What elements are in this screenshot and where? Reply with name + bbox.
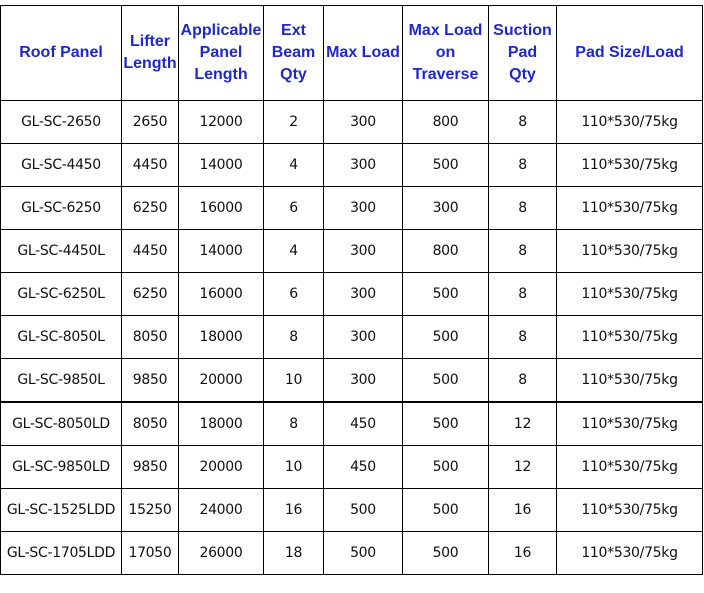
table-cell: 500: [403, 359, 489, 403]
header-line: Pad Size/Load: [575, 44, 684, 61]
col-header-roof-panel: [1, 6, 122, 101]
table-cell: 18000: [179, 402, 264, 446]
table-cell: 4450: [122, 230, 179, 273]
header-line: Ext: [281, 22, 306, 39]
header-line: Panel: [199, 44, 243, 61]
table-cell: 110*530/75kg: [557, 230, 703, 273]
table-cell: 500: [403, 144, 489, 187]
col-header-ext-beam-qty: [264, 6, 324, 101]
table-cell: GL-SC-4450L: [1, 230, 122, 273]
table-row: [1, 316, 703, 359]
table-cell: 110*530/75kg: [557, 316, 703, 359]
col-header-applicable-panel-length: [179, 6, 264, 101]
table-cell: 2650: [122, 101, 179, 144]
table-cell: 14000: [179, 230, 264, 273]
table-cell: 450: [324, 402, 403, 446]
table-row: [1, 359, 703, 403]
table-row: [1, 101, 703, 144]
table-cell: 500: [403, 402, 489, 446]
table-cell: 16: [264, 489, 324, 532]
table-cell: 6250: [122, 187, 179, 230]
table-cell: GL-SC-1525LDD: [1, 489, 122, 532]
table-cell: 16: [489, 532, 557, 575]
table-cell: GL-SC-4450: [1, 144, 122, 187]
table-body: [1, 101, 703, 575]
table-cell: 16000: [179, 187, 264, 230]
table-cell: 800: [403, 101, 489, 144]
table-cell: 16: [489, 489, 557, 532]
col-header-pad-size-load: [557, 6, 703, 101]
table-cell: 9850: [122, 359, 179, 403]
col-header-max-load-traverse: [403, 6, 489, 101]
table-cell: 8: [489, 273, 557, 316]
table-cell: 10: [264, 446, 324, 489]
table-row: [1, 402, 703, 446]
table-cell: 18000: [179, 316, 264, 359]
table-cell: 110*530/75kg: [557, 532, 703, 575]
header-line: Max Load: [408, 22, 483, 39]
table-cell: 8050: [122, 402, 179, 446]
table-cell: 17050: [122, 532, 179, 575]
table-cell: 300: [324, 359, 403, 403]
table-cell: 8: [264, 316, 324, 359]
table-cell: 9850: [122, 446, 179, 489]
table-cell: GL-SC-8050L: [1, 316, 122, 359]
table-cell: 24000: [179, 489, 264, 532]
table-cell: 12000: [179, 101, 264, 144]
table-cell: 110*530/75kg: [557, 446, 703, 489]
header-line: Length: [123, 55, 177, 72]
table-cell: 500: [403, 446, 489, 489]
table-cell: 8: [489, 101, 557, 144]
header-line: Beam: [271, 44, 316, 61]
table-cell: 15250: [122, 489, 179, 532]
table-cell: 16000: [179, 273, 264, 316]
table-cell: 300: [324, 273, 403, 316]
table-row: [1, 273, 703, 316]
table-cell: 12: [489, 446, 557, 489]
table-cell: 110*530/75kg: [557, 489, 703, 532]
table-row: [1, 144, 703, 187]
table-cell: 6: [264, 187, 324, 230]
table-cell: 6: [264, 273, 324, 316]
header-line: Max Load: [326, 44, 400, 61]
table-cell: 20000: [179, 359, 264, 403]
table-cell: 8: [489, 144, 557, 187]
table-cell: 12: [489, 402, 557, 446]
table-cell: 4: [264, 144, 324, 187]
table-cell: GL-SC-9850L: [1, 359, 122, 403]
table-cell: 800: [403, 230, 489, 273]
table-cell: 20000: [179, 446, 264, 489]
header-line: Traverse: [412, 66, 479, 83]
table-cell: 4: [264, 230, 324, 273]
table-cell: 500: [403, 489, 489, 532]
table-cell: 110*530/75kg: [557, 359, 703, 403]
table-cell: 300: [324, 230, 403, 273]
header-line: Qty: [280, 66, 307, 83]
table-row: [1, 446, 703, 489]
table-cell: 300: [403, 187, 489, 230]
table-cell: 110*530/75kg: [557, 144, 703, 187]
header-line: Roof Panel: [19, 44, 103, 61]
table-cell: 300: [324, 144, 403, 187]
table-cell: 26000: [179, 532, 264, 575]
table-cell: GL-SC-1705LDD: [1, 532, 122, 575]
table-cell: 500: [403, 316, 489, 359]
table-cell: 8: [489, 187, 557, 230]
table-cell: GL-SC-2650: [1, 101, 122, 144]
table-row: [1, 187, 703, 230]
table-cell: 8050: [122, 316, 179, 359]
table-cell: 10: [264, 359, 324, 403]
header-line: Pad: [507, 44, 538, 61]
table-cell: 110*530/75kg: [557, 187, 703, 230]
table-cell: 14000: [179, 144, 264, 187]
header-line: Qty: [509, 66, 536, 83]
table-cell: 300: [324, 101, 403, 144]
table-cell: 110*530/75kg: [557, 273, 703, 316]
table-row: [1, 532, 703, 575]
header-line: on: [435, 44, 456, 61]
col-header-suction-pad-qty: [489, 6, 557, 101]
table-cell: 110*530/75kg: [557, 101, 703, 144]
table-cell: 4450: [122, 144, 179, 187]
col-header-lifter-length: [122, 6, 179, 101]
table-cell: 300: [324, 316, 403, 359]
table-row: [1, 230, 703, 273]
table-cell: 450: [324, 446, 403, 489]
table-row: [1, 489, 703, 532]
table-cell: GL-SC-6250L: [1, 273, 122, 316]
header-line: Lifter: [130, 33, 170, 50]
table-cell: 8: [489, 230, 557, 273]
header-row: [1, 6, 703, 101]
table-cell: 8: [264, 402, 324, 446]
spec-table: [0, 5, 703, 575]
header-line: Suction: [493, 22, 552, 39]
table-cell: 500: [403, 273, 489, 316]
table-cell: 300: [324, 187, 403, 230]
table-cell: GL-SC-6250: [1, 187, 122, 230]
header-line: Applicable: [180, 22, 262, 39]
table-cell: GL-SC-9850LD: [1, 446, 122, 489]
table-cell: 8: [489, 316, 557, 359]
table-cell: 8: [489, 359, 557, 403]
header-line: Length: [194, 66, 248, 83]
table-cell: 500: [403, 532, 489, 575]
table-cell: 110*530/75kg: [557, 402, 703, 446]
table-cell: 2: [264, 101, 324, 144]
table-cell: 500: [324, 489, 403, 532]
col-header-max-load: [324, 6, 403, 101]
table-cell: GL-SC-8050LD: [1, 402, 122, 446]
table-cell: 500: [324, 532, 403, 575]
table-cell: 18: [264, 532, 324, 575]
table-cell: 6250: [122, 273, 179, 316]
